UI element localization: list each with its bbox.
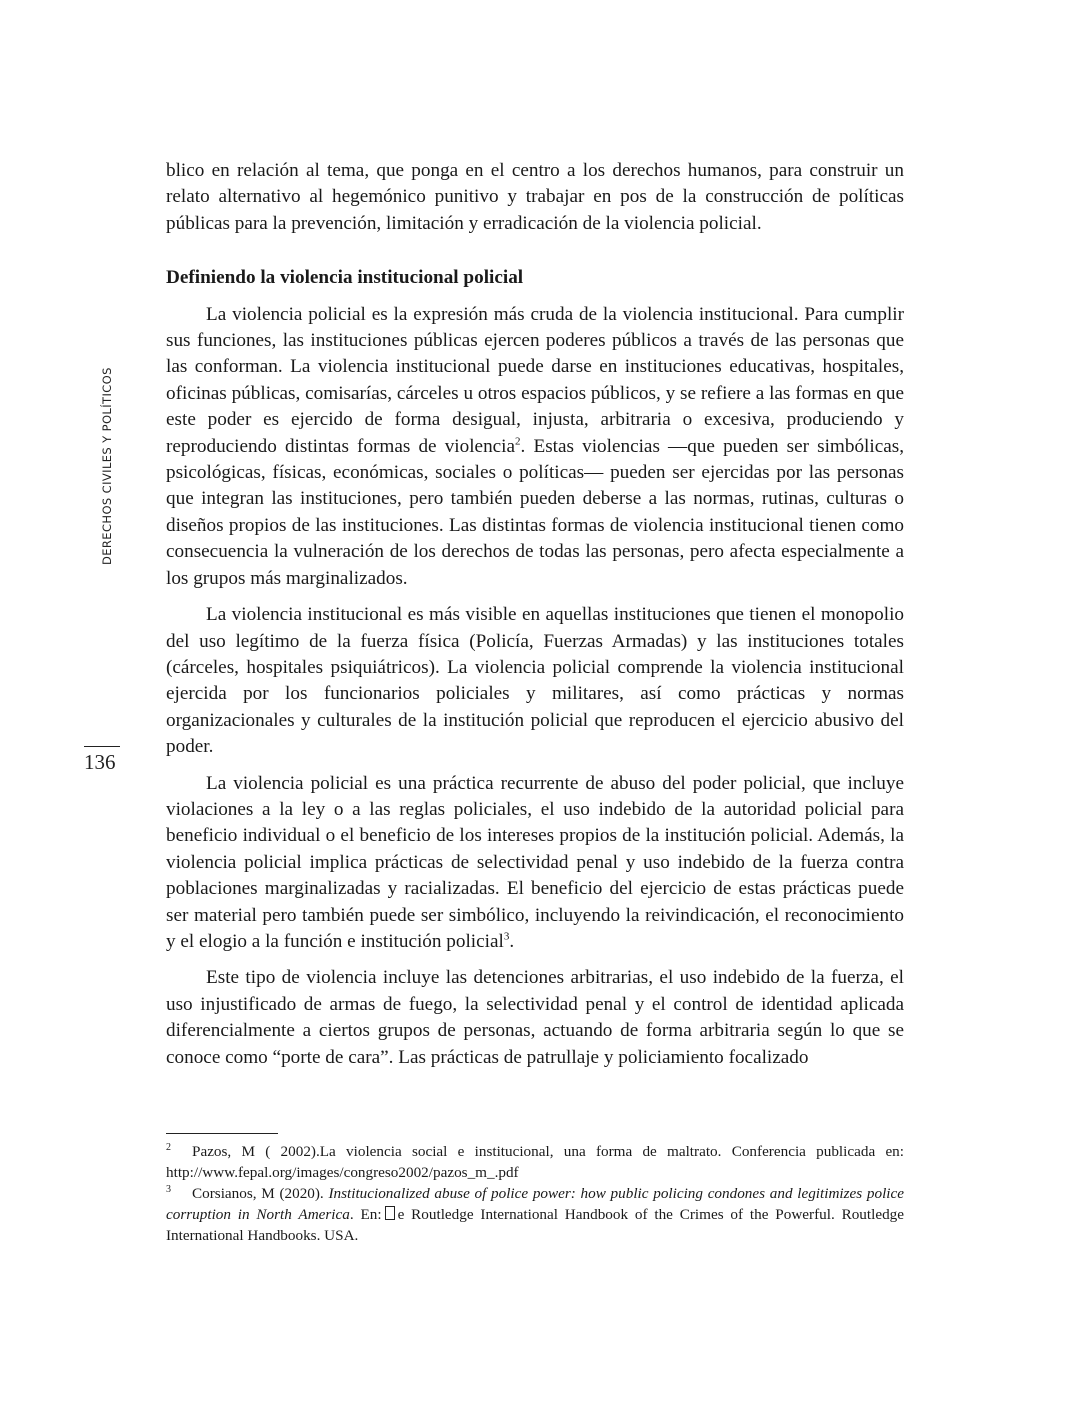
- spacer: [166, 955, 904, 965]
- footnotes: [166, 1141, 904, 1246]
- running-side-label: DERECHOS CIVILES Y POLÍTICOS: [100, 367, 114, 565]
- footnote-ref-2[interactable]: 2: [515, 435, 521, 448]
- spacer: [166, 292, 904, 302]
- footnote-text: Pazos, M ( 2002).La violencia social e institucional, una forma de maltrato. Conferencia publicada en: http://www.fepal.org/images/congreso2002/pazos_m_.pdf: [166, 1143, 904, 1181]
- spacer: [166, 237, 904, 265]
- paragraph-4: Este tipo de violencia incluye las detenciones arbitrarias, el uso indebido de la fuerza, el uso injustificado de armas de fuego, la selectividad penal y el control de identidad aplicada diferencialmente a ciertos grupos de personas, actuando de forma arbitraria según lo que se conoce como “porte de cara”. Las prácticas de patrullaje y policiamiento focalizado: [166, 967, 904, 1068]
- section-heading: Definiendo la violencia institucional policial: [166, 267, 524, 289]
- paragraph-1-text: La violencia policial es la expresión más cruda de la violencia institucional. Para cumplir sus funciones, las instituciones públicas ejercen poderes públicos a través de las personas que las conforman. La violencia institucional puede darse en instituciones educativas, hospitales, oficinas públicas, comisarías, cárceles u otros espacios públicos, y se refiere a las formas en que este poder es ejercido de forma desigual, injusta, arbitraria o excesiva, produciendo y reproduciendo distintas formas de violencia: [166, 303, 904, 457]
- paragraph-3: [166, 771, 904, 956]
- page-number: 136: [84, 750, 116, 774]
- body-text: [166, 158, 904, 1071]
- footnote-ref-3[interactable]: 3: [503, 930, 510, 943]
- paragraph-3-text-cont: .: [509, 930, 515, 952]
- footnote-text: Corsianos, M (2020).: [192, 1185, 329, 1202]
- paragraph-1-text-cont: . Estas violencias —que pueden ser simbólicas, psicológicas, físicas, económicas, sociales o políticas— pueden ser ejercidas por las personas que integran las instituciones, pero también pueden deberse a las normas, rutinas, culturas o diseños propios de las instituciones. Las distintas formas de violencia institucional tienen como consecuencia la vulneración de los derechos de todas las personas, pero afecta especialmente a los grupos más marginalizados.: [166, 435, 904, 589]
- intro-paragraph: blico en relación al tema, que ponga en el centro a los derechos humanos, para construir un relato alternativo al hegemónico punitivo y trabajar en pos de la construcción de políticas públicas para la prevención, limitación y erradicación de la violencia policial.: [166, 160, 904, 234]
- missing-glyph-icon: [385, 1206, 395, 1220]
- spacer: [166, 761, 904, 771]
- page-number-rule: [84, 746, 120, 747]
- footnote-number: 2: [166, 1142, 171, 1153]
- footnote-title: Institucionalized abuse of police power: how public policing condones and legitimizes police corruption in North America: [166, 1185, 904, 1223]
- spacer: [166, 592, 904, 602]
- footnote-2: [166, 1141, 904, 1183]
- paragraph-3-text: La violencia policial es una práctica recurrente de abuso del poder policial, que incluye violaciones a la ley o a las reglas policiales, el uso indebido de la autoridad policial para beneficio individual o el beneficio de los intereses propios de la institución policial. Además, la violencia policial implica prácticas de selectividad penal y uso indebido de la fuerza contra poblaciones marginalizadas y racializadas. El beneficio del ejercicio de estas prácticas puede ser material pero también puede ser simbólico, incluyendo la reivindicación, el reconocimiento y el elogio a la función e institución policial: [166, 772, 904, 952]
- footnote-text: . En:: [349, 1206, 382, 1223]
- paragraph-2: La violencia institucional es más visible en aquellas instituciones que tienen el monopolio del uso legítimo de la fuerza física (Policía, Fuerzas Armadas) y las instituciones totales (cárceles, hospitales psiquiátricos). La violencia policial comprende la violencia institucional ejercida por los funcionarios policiales y militares, así como prácticas y normas organizacionales y culturales de la institución policial que reproducen el ejercicio abusivo del poder.: [166, 604, 904, 758]
- footnote-text: e Routledge International Handbook of the Crimes of the Powerful. Routledge International Handbooks. USA.: [166, 1206, 904, 1244]
- footnote-separator: [166, 1133, 278, 1134]
- paragraph-1: [166, 302, 904, 592]
- footnote-3: [166, 1183, 904, 1246]
- footnote-number: 3: [166, 1184, 171, 1195]
